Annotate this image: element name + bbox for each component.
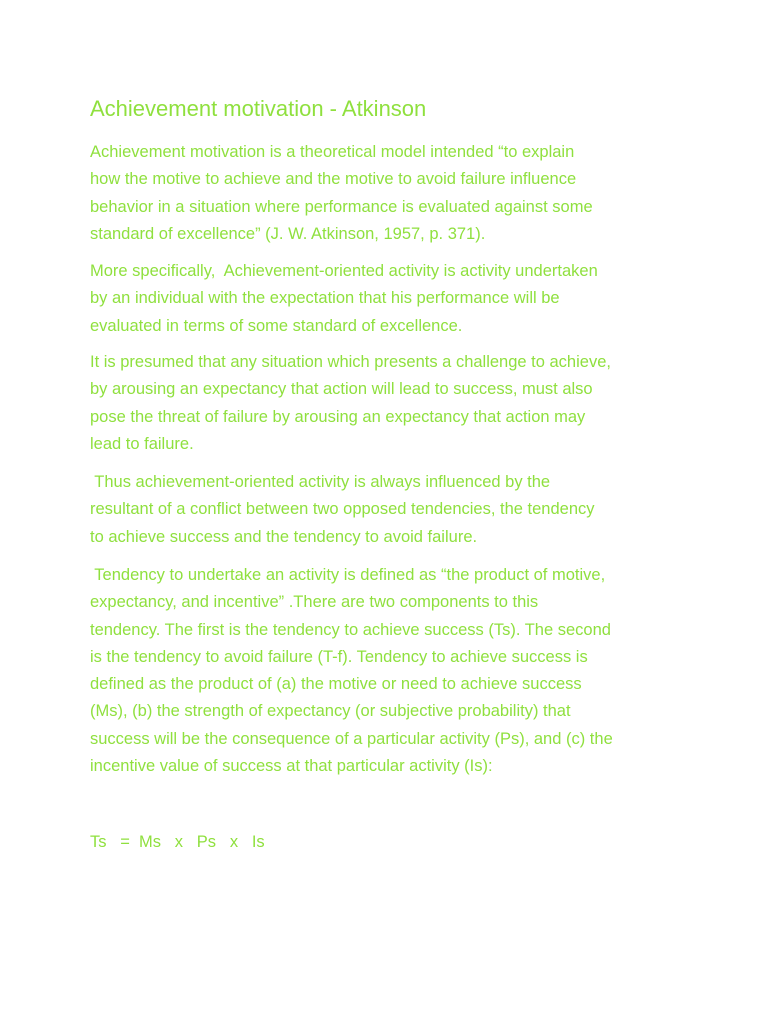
paragraph-line: success will be the consequence of a particular activity (Ps), and (c) the [90, 729, 613, 748]
paragraph-line: incentive value of success at that particular activity (Is): [90, 757, 493, 776]
paragraph-line: defined as the product of (a) the motive or need to achieve success [90, 675, 582, 694]
paragraph-line: lead to failure. [90, 434, 194, 453]
formula: Ts = Ms x Ps x Is [90, 833, 265, 851]
paragraph-line: how the motive to achieve and the motive to avoid failure influence [90, 170, 577, 189]
paragraph-3 [90, 349, 611, 458]
paragraph-line: More specifically, Achievement-oriented activity is activity undertaken [90, 262, 598, 280]
paragraph-1 [90, 139, 593, 248]
paragraph-5 [90, 562, 613, 780]
paragraph-line: by an individual with the expectation that his performance will be [90, 289, 560, 308]
paragraph-line: standard of excellence” (J. W. Atkinson, 1957, p. 371). [90, 224, 486, 243]
paragraph-line: resultant of a conflict between two opposed tendencies, the tendency [90, 500, 595, 519]
paragraph-line: pose the threat of failure by arousing an expectancy that action may [90, 407, 586, 426]
paragraph-line: Thus achievement-oriented activity is always influenced by the [90, 473, 551, 491]
paragraph-line: Tendency to undertake an activity is defined as “the product of motive, [90, 566, 606, 584]
paragraph-line: to achieve success and the tendency to avoid failure. [90, 527, 478, 546]
document-title: Achievement motivation - Atkinson [90, 96, 427, 121]
paragraph-line: Achievement motivation is a theoretical model intended “to explain [90, 143, 575, 161]
paragraph-4 [90, 469, 595, 551]
paragraph-line: behavior in a situation where performance is evaluated against some [90, 197, 593, 216]
paragraph-2 [90, 258, 598, 340]
paragraph-line: by arousing an expectancy that action will lead to success, must also [90, 380, 593, 399]
paragraph-line: is the tendency to avoid failure (T-f). Tendency to achieve success is [90, 647, 588, 666]
paragraph-line: evaluated in terms of some standard of excellence. [90, 316, 463, 335]
paragraph-line: It is presumed that any situation which presents a challenge to achieve, [90, 353, 611, 371]
paragraph-line: expectancy, and incentive” .There are two components to this [90, 593, 539, 612]
paragraph-line: tendency. The first is the tendency to achieve success (Ts). The second [90, 620, 611, 639]
paragraph-line: (Ms), (b) the strength of expectancy (or subjective probability) that [90, 702, 571, 721]
